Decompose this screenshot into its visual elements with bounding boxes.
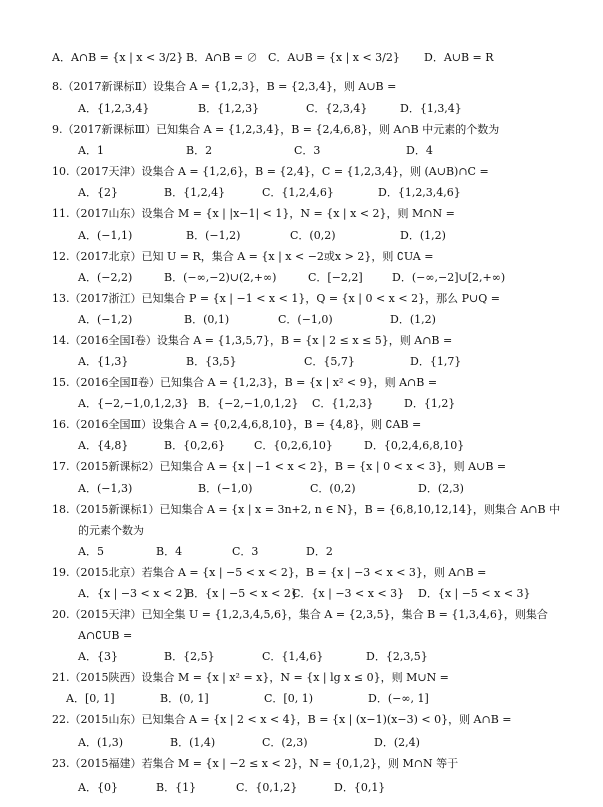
option-d: D．{2,3,5}	[366, 650, 428, 663]
option-b: B．(1,4)	[170, 736, 216, 749]
question-text: 19.（2015北京）若集合 A = {x | −5 < x < 2}，B = {x | −3 < x < 3}，则 A∩B =	[52, 566, 487, 579]
option-c: C．{0,2,6,10}	[254, 439, 333, 452]
option-b: B．(−1,0)	[198, 482, 253, 495]
option-a: A．{4,8}	[78, 439, 129, 452]
option-c: C．{1,4,6}	[262, 650, 324, 663]
option-b: B．{2,5}	[164, 650, 215, 663]
option-b: B．(0, 1]	[160, 692, 209, 705]
option-d: D．(1,2)	[400, 229, 446, 242]
option-a: A．5	[78, 545, 104, 558]
option-d: D．{0,1}	[334, 781, 386, 794]
option-b: B．2	[186, 144, 213, 157]
option-b: B．{1}	[156, 781, 197, 794]
option-a: A．{1,3}	[78, 355, 129, 368]
option-c: C．(2,3)	[262, 736, 308, 749]
option-a: A．[0, 1]	[66, 692, 115, 705]
question-text: 23.（2015福建）若集合 M = {x | −2 ≤ x < 2}，N = {0,1,2}，则 M∩N 等于	[52, 757, 459, 770]
question-text: 13.（2017浙江）已知集合 P = {x | −1 < x < 1}，Q = {x | 0 < x < 2}，那么 P∪Q =	[52, 292, 500, 305]
option-d: D．{1,7}	[410, 355, 462, 368]
option-c: C．A∪B = {x | x < 3/2}	[268, 51, 400, 64]
option-c: C．{2,3,4}	[306, 102, 368, 115]
option-d: D．(−∞,−2]∪[2,+∞)	[392, 271, 506, 284]
option-a: A．(−2,2)	[78, 271, 133, 284]
option-a: A．{x | −3 < x < 2}	[78, 587, 190, 600]
option-a: A．(−1,1)	[78, 229, 133, 242]
option-d: D．(2,3)	[418, 482, 464, 495]
option-c: C．3	[294, 144, 321, 157]
option-d: D．(−∞, 1]	[368, 692, 429, 705]
option-d: D．4	[406, 144, 433, 157]
question-text: 12.（2017北京）已知 U = R，集合 A = {x | x < −2或x > 2}，则 ∁UA =	[52, 250, 434, 263]
option-c: C．{1,2,4,6}	[262, 186, 334, 199]
option-a: A．{−2,−1,0,1,2,3}	[78, 397, 189, 410]
option-b: B．{1,2,4}	[164, 186, 226, 199]
option-b: B．{x | −5 < x < 2}	[186, 587, 298, 600]
option-a: A．(−1,3)	[78, 482, 133, 495]
question-text: 22.（2015山东）已知集合 A = {x | 2 < x < 4}，B = {x | (x−1)(x−3) < 0}，则 A∩B =	[52, 713, 512, 726]
option-a: A．{2}	[78, 186, 118, 199]
question-text: 15.（2016全国Ⅱ卷）已知集合 A = {1,2,3}，B = {x | x² < 9}，则 A∩B =	[52, 376, 438, 389]
option-b: B．4	[156, 545, 183, 558]
option-c: C．(0,2)	[290, 229, 336, 242]
option-a: A．1	[78, 144, 104, 157]
option-c: C．(−1,0)	[278, 313, 333, 326]
option-b: B．A∩B = ∅	[186, 51, 258, 64]
option-a: A．{0}	[78, 781, 118, 794]
question-text: 17.（2015新课标2）已知集合 A = {x | −1 < x < 2}，B = {x | 0 < x < 3}，则 A∪B =	[52, 460, 507, 473]
option-d: D．2	[306, 545, 333, 558]
option-d: D．{x | −5 < x < 3}	[418, 587, 531, 600]
option-c: C．{5,7}	[304, 355, 355, 368]
question-text: 9.（2017新课标Ⅲ）已知集合 A = {1,2,3,4}，B = {2,4,6,8}，则 A∩B 中元素的个数为	[52, 123, 500, 136]
question-text-continued: 的元素个数为	[78, 524, 144, 537]
option-d: D．{1,2,3,4,6}	[378, 186, 461, 199]
option-d: D．A∪B = R	[424, 51, 494, 64]
option-c: C．{x | −3 < x < 3}	[292, 587, 405, 600]
option-b: B．{1,2,3}	[198, 102, 260, 115]
option-c: C．(0,2)	[310, 482, 356, 495]
option-b: B．(0,1)	[184, 313, 230, 326]
option-c: C．[0, 1)	[264, 692, 313, 705]
option-d: D．(2,4)	[374, 736, 420, 749]
option-d: D．{1,3,4}	[400, 102, 462, 115]
question-text-continued: A∩∁UB =	[78, 629, 133, 642]
question-text: 14.（2016全国Ⅰ卷）设集合 A = {1,3,5,7}，B = {x | 2 ≤ x ≤ 5}，则 A∩B =	[52, 334, 453, 347]
question-text: 10.（2017天津）设集合 A = {1,2,6}，B = {2,4}，C = {1,2,3,4}，则 (A∪B)∩C =	[52, 165, 489, 178]
question-text: 8.（2017新课标Ⅱ）设集合 A = {1,2,3}，B = {2,3,4}，则 A∪B =	[52, 80, 397, 93]
option-a: A．(−1,2)	[78, 313, 133, 326]
option-a: A．{3}	[78, 650, 118, 663]
option-b: B．{3,5}	[186, 355, 237, 368]
option-b: B．(−1,2)	[186, 229, 241, 242]
option-c: C．3	[232, 545, 259, 558]
option-b: B．{−2,−1,0,1,2}	[198, 397, 299, 410]
question-text: 16.（2016全国Ⅲ）设集合 A = {0,2,4,6,8,10}，B = {4,8}，则 ∁AB =	[52, 418, 422, 431]
option-b: B．{0,2,6}	[164, 439, 226, 452]
option-c: C．{0,1,2}	[236, 781, 298, 794]
option-b: B．(−∞,−2)∪(2,+∞)	[164, 271, 277, 284]
option-d: D．(1,2)	[390, 313, 436, 326]
question-text: 21.（2015陕西）设集合 M = {x | x² = x}，N = {x | lg x ≤ 0}，则 M∪N =	[52, 671, 449, 684]
question-text: 20.（2015天津）已知全集 U = {1,2,3,4,5,6}，集合 A = {2,3,5}，集合 B = {1,3,4,6}，则集合	[52, 608, 548, 621]
question-text: 18.（2015新课标1）已知集合 A = {x | x = 3n+2, n ∈ N}，B = {6,8,10,12,14}，则集合 A∩B 中	[52, 503, 561, 516]
option-c: C．[−2,2]	[308, 271, 363, 284]
option-d: D．{0,2,4,6,8,10}	[364, 439, 465, 452]
option-a: A．{1,2,3,4}	[78, 102, 150, 115]
option-a: A．A∩B = {x | x < 3/2}	[52, 51, 184, 64]
option-c: C．{1,2,3}	[312, 397, 374, 410]
question-text: 11.（2017山东）设集合 M = {x | |x−1| < 1}，N = {x | x < 2}，则 M∩N =	[52, 207, 455, 220]
option-d: D．{1,2}	[404, 397, 456, 410]
option-a: A．(1,3)	[78, 736, 124, 749]
